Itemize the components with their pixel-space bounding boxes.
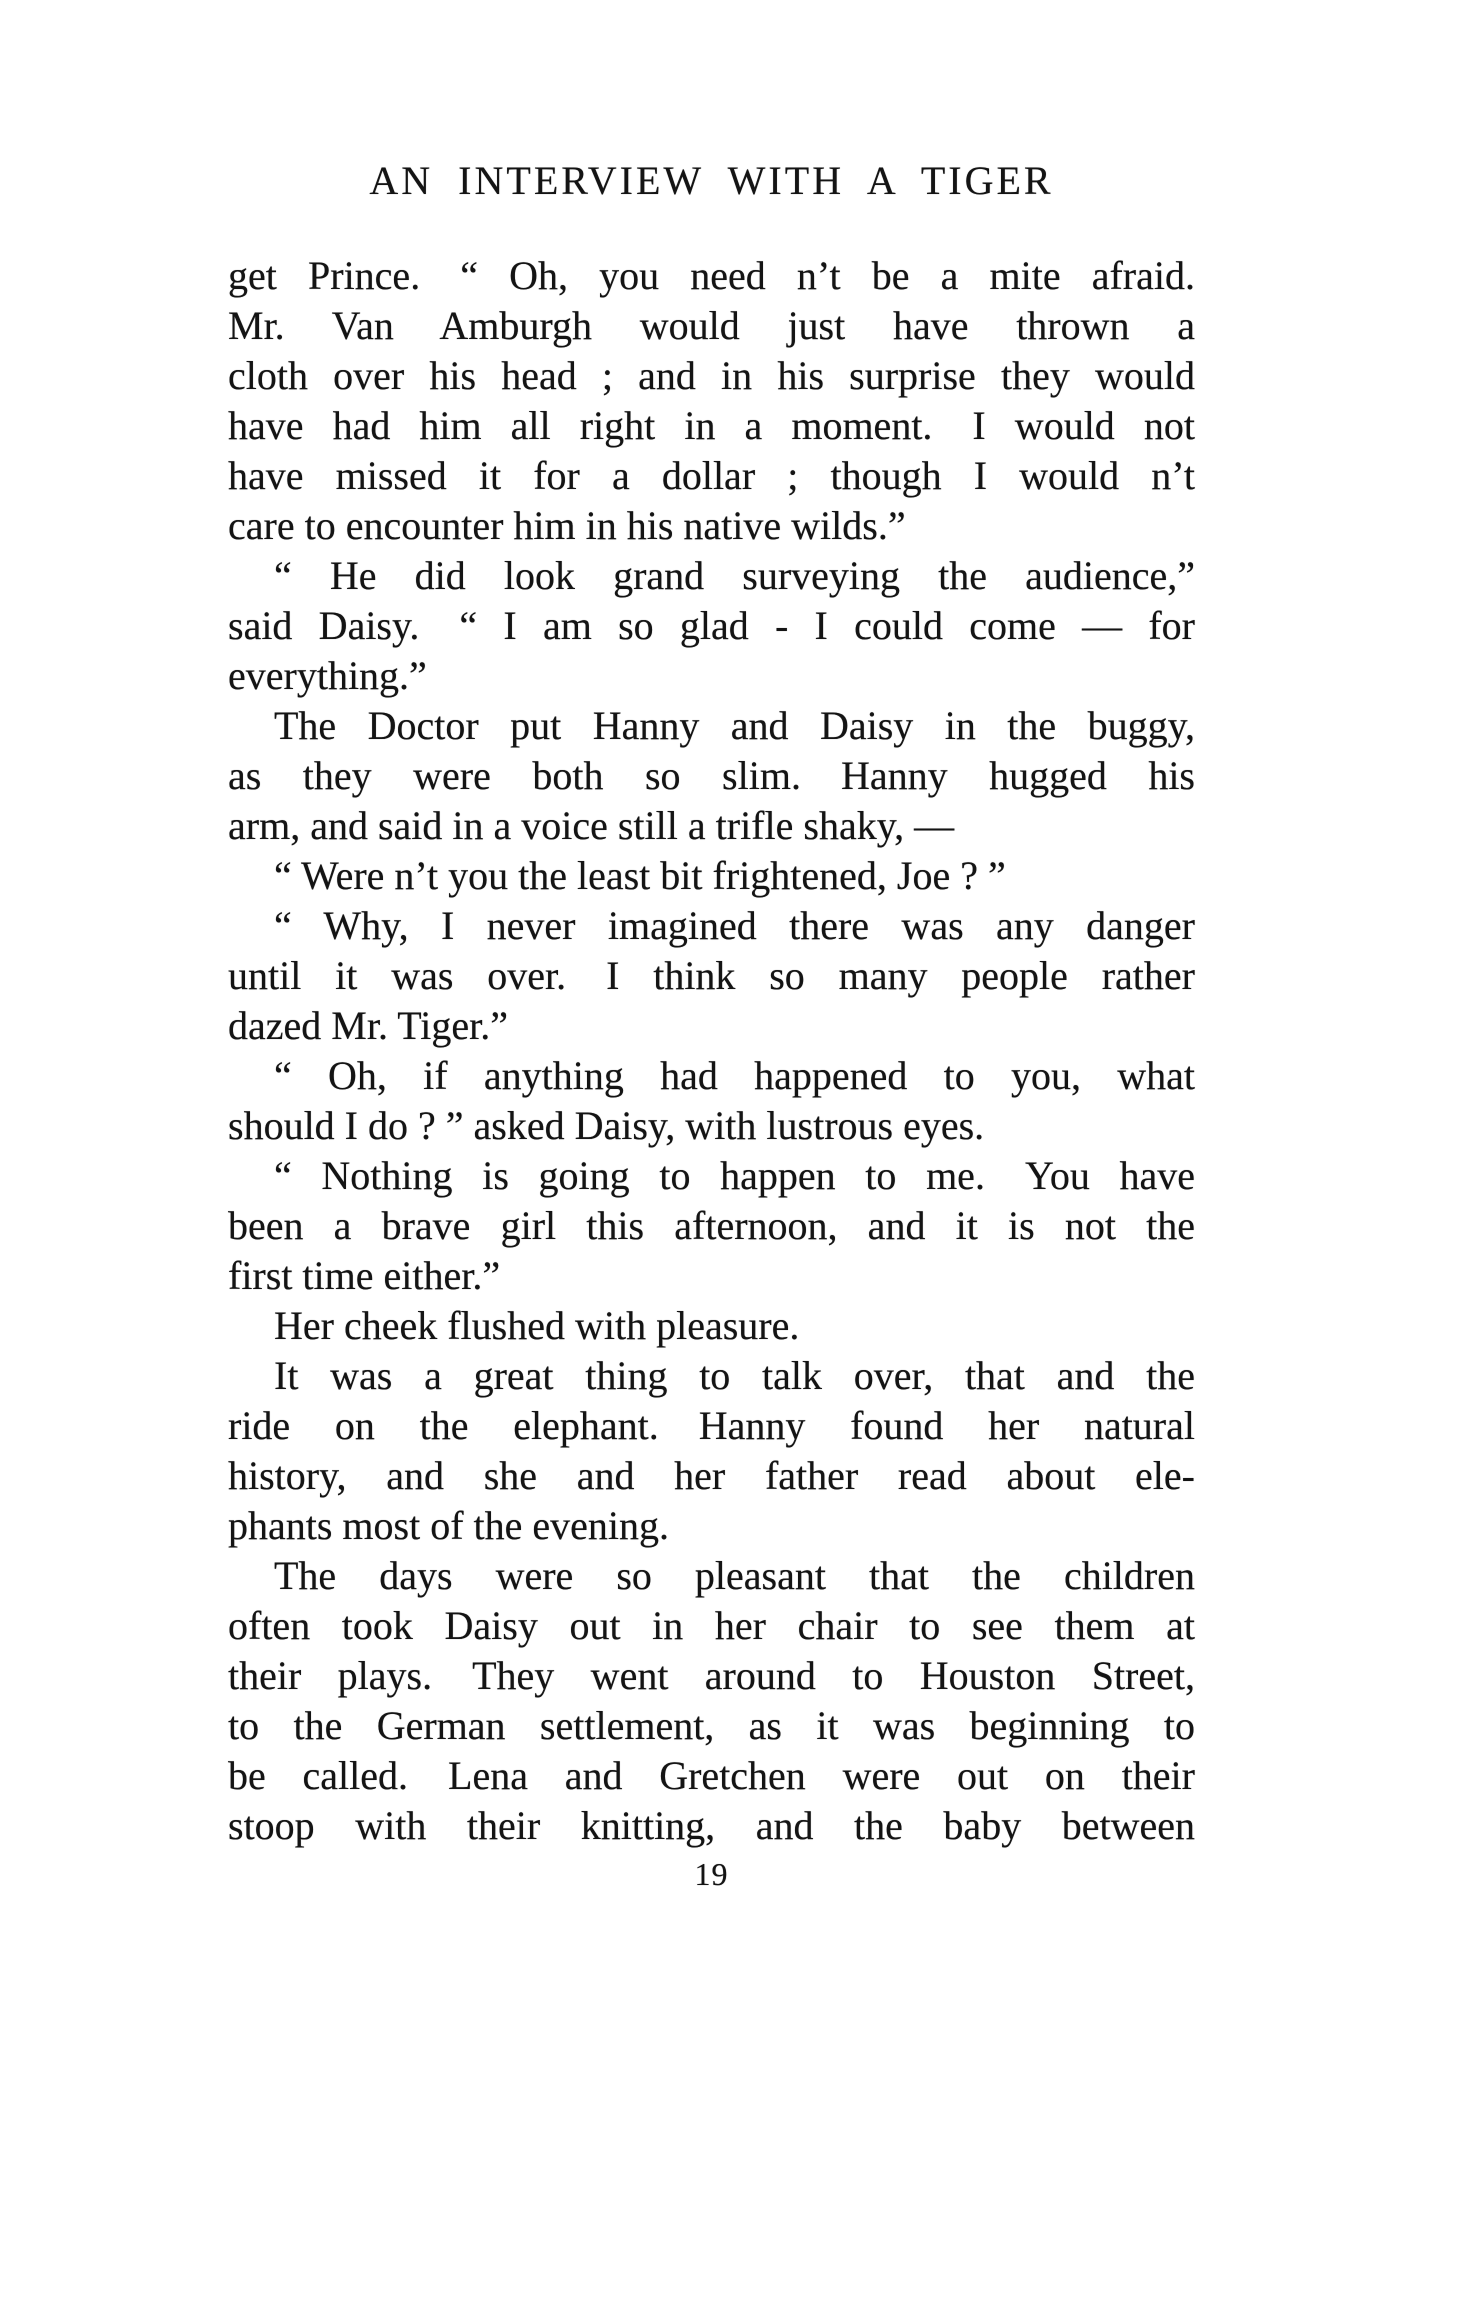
text-line: have missed it for a dollar ; though I would n’t: [228, 453, 1195, 498]
text-line: be called. Lena and Gretchen were out on their: [228, 1753, 1195, 1798]
page-header: AN INTERVIEW WITH A TIGER: [369, 158, 1054, 203]
text-line: “ Were n’t you the least bit frightened, Joe ? ”: [274, 853, 1006, 898]
text-line: everything.”: [228, 653, 427, 698]
text-line: “ Oh, if anything had happened to you, what: [274, 1053, 1195, 1098]
text-line: dazed Mr. Tiger.”: [228, 1003, 508, 1048]
text-line: stoop with their knitting, and the baby between: [228, 1803, 1195, 1848]
text-line: It was a great thing to talk over, that and the: [274, 1353, 1195, 1398]
text-line: Mr. Van Amburgh would just have thrown a: [228, 303, 1195, 348]
text-line: arm, and said in a voice still a trifle shaky, —: [228, 803, 955, 848]
text-line: ride on the elephant. Hanny found her natural: [228, 1403, 1195, 1448]
book-page: [228, 0, 1195, 1893]
text-line: cloth over his head ; and in his surprise they would: [228, 353, 1195, 398]
text-line: often took Daisy out in her chair to see them at: [228, 1603, 1195, 1648]
text-line: until it was over. I think so many people rather: [228, 953, 1195, 998]
text-line: “ Nothing is going to happen to me. You have: [274, 1153, 1195, 1198]
text-line: to the German settlement, as it was beginning to: [228, 1703, 1195, 1748]
text-line: been a brave girl this afternoon, and it is not the: [228, 1203, 1195, 1248]
text-line: phants most of the evening.: [228, 1503, 670, 1548]
text-line: first time either.”: [228, 1253, 501, 1298]
text-line: their plays. They went around to Houston Street,: [228, 1653, 1195, 1698]
text-line: “ Why, I never imagined there was any danger: [274, 903, 1195, 948]
text-line: as they were both so slim. Hanny hugged his: [228, 753, 1195, 798]
text-line: have had him all right in a moment. I would not: [228, 403, 1195, 448]
text-line: The Doctor put Hanny and Daisy in the buggy,: [274, 703, 1195, 748]
text-line: Her cheek flushed with pleasure.: [274, 1303, 800, 1348]
text-line: “ He did look grand surveying the audience,”: [274, 553, 1195, 598]
text-line: get Prince. “ Oh, you need n’t be a mite afraid.: [228, 253, 1195, 298]
page-number: 19: [694, 1856, 729, 1892]
text-line: should I do ? ” asked Daisy, with lustrous eyes.: [228, 1103, 985, 1148]
text-line: said Daisy. “ I am so glad - I could come — for: [228, 603, 1195, 648]
text-line: The days were so pleasant that the children: [274, 1553, 1195, 1598]
text-line: care to encounter him in his native wilds.”: [228, 503, 906, 548]
text-block: [228, 251, 1195, 1851]
text-line: history, and she and her father read about ele-: [228, 1453, 1195, 1498]
